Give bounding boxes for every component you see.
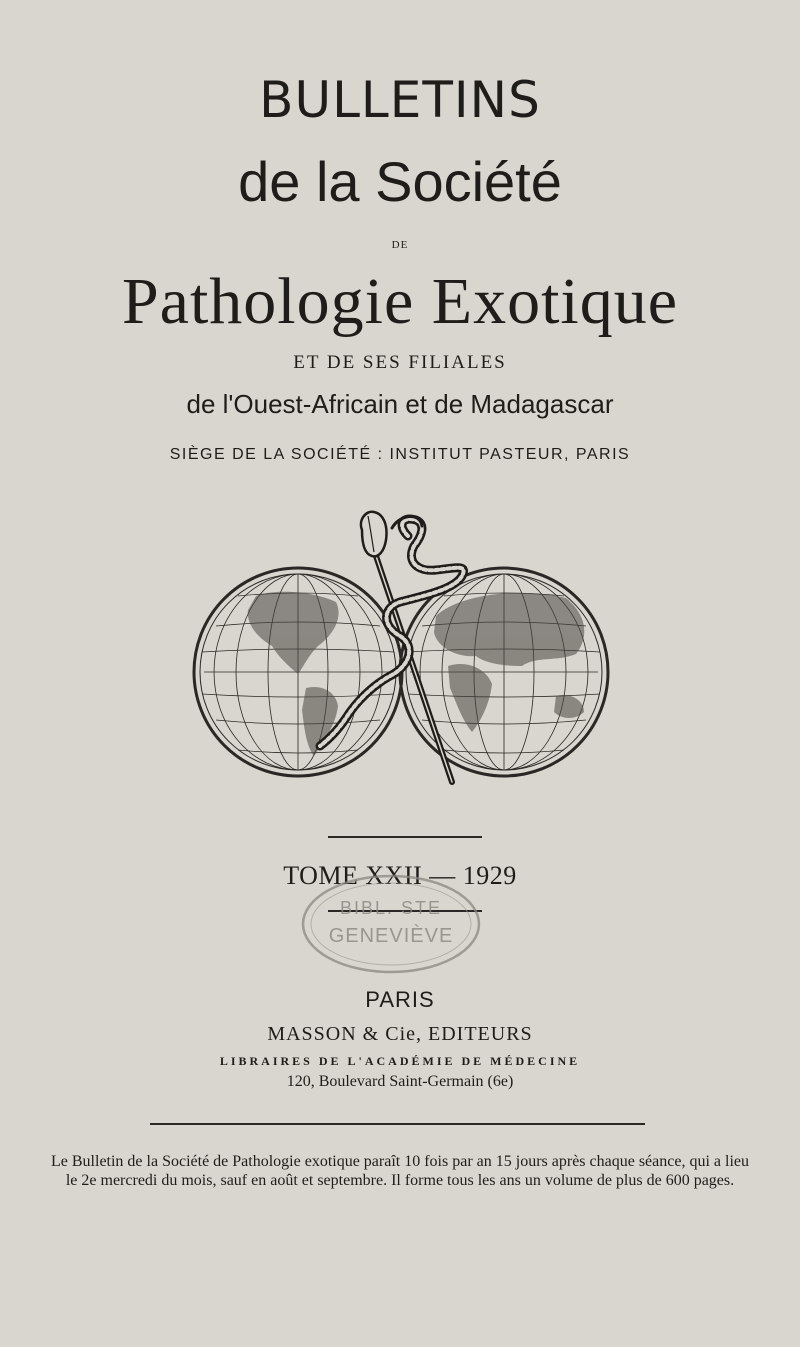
divider-top xyxy=(328,836,482,838)
publisher-address: 120, Boulevard Saint-Germain (6e) xyxy=(286,1073,514,1090)
siege-line: SIÈGE DE LA SOCIÉTÉ : INSTITUT PASTEUR, PARIS xyxy=(169,446,631,463)
tome-year: TOME XXII — 1929 xyxy=(283,861,517,890)
publication-note: Le Bulletin de la Société de Pathologie exotique paraît 10 fois par an 15 jours après chaque séance, qui a lieu le 2e mercredi du mois, sauf en août et septembre. Il forme tous les ans un volume de plus de 600 pages. xyxy=(51,1153,749,1189)
svg-text:GENEVIÈVE: GENEVIÈVE xyxy=(328,925,454,947)
left-continents xyxy=(248,592,339,756)
title-de: DE xyxy=(391,239,409,251)
right-continents xyxy=(434,593,584,732)
subtitle-regions: de l'Ouest-Africain et de Madagascar xyxy=(186,389,614,419)
globes-caduceus-snake-emblem xyxy=(186,506,616,790)
library-stamp-icon xyxy=(300,872,482,976)
divider-bottom xyxy=(150,1123,645,1125)
publisher-name: MASSON & Cie, EDITEURS xyxy=(267,1023,533,1045)
subtitle-filiales: ET DE SES FILIALES xyxy=(293,352,507,373)
svg-text:BIBL. STE: BIBL. STE xyxy=(339,898,443,918)
title-pathologie-exotique: Pathologie Exotique xyxy=(121,265,679,338)
publisher-city: PARIS xyxy=(365,987,435,1012)
title-bulletins: BULLETINS xyxy=(259,71,541,129)
publisher-libraires: LIBRAIRES DE L'ACADÉMIE DE MÉDECINE xyxy=(219,1054,581,1068)
title-de-la-societe: de la Société xyxy=(238,150,562,213)
